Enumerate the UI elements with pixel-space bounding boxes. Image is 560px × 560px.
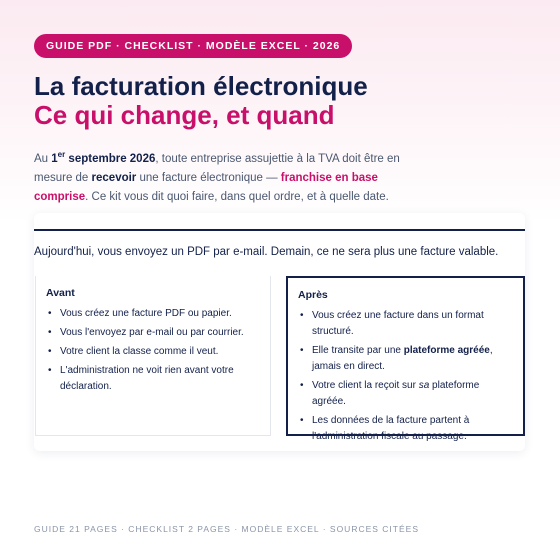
intro-text-3: une facture électronique — xyxy=(136,171,281,184)
comparison-card xyxy=(34,213,525,451)
after-item-3-italic: sa xyxy=(418,380,430,391)
after-item-3-end: plateforme agréée. xyxy=(312,380,480,407)
footer-summary: GUIDE 21 PAGES · CHECKLIST 2 PAGES · MODÈLE EXCEL · SOURCES CITÉES xyxy=(34,524,419,534)
title-line-1: La facturation électronique xyxy=(34,71,368,101)
before-item: • Vous créez une facture PDF ou papier. xyxy=(46,306,260,322)
intro-paragraph xyxy=(34,145,404,207)
after-item-2-text: Elle transite par une xyxy=(312,345,404,356)
after-column xyxy=(286,276,525,442)
after-heading: Après xyxy=(298,289,328,301)
after-item: • Les données de la facture partent à l'administration fiscale au passage. xyxy=(298,413,513,445)
before-heading: Avant xyxy=(46,287,75,299)
before-column xyxy=(35,276,271,436)
intro-receive: recevoir xyxy=(91,171,137,184)
intro-franchise: franchise en base comprise xyxy=(34,171,378,203)
after-item xyxy=(298,343,513,375)
intro-text-1: Au xyxy=(34,152,52,165)
before-list xyxy=(46,306,260,395)
page-title xyxy=(34,72,368,130)
title-line-2: Ce qui change, et quand xyxy=(34,100,335,130)
intro-text-2: , toute entreprise assujettie à la TVA doit être en mesure de xyxy=(34,152,400,184)
before-item: • L'administration ne voit rien avant votre déclaration. xyxy=(46,363,260,395)
after-item xyxy=(298,378,513,410)
before-item: • Votre client la classe comme il veut. xyxy=(46,344,260,360)
card-divider xyxy=(34,229,525,231)
intro-date-suffix: er xyxy=(57,150,66,159)
header-badge: GUIDE PDF · CHECKLIST · MODÈLE EXCEL · 2026 xyxy=(34,34,352,58)
before-item: • Vous l'envoyez par e-mail ou par courrier. xyxy=(46,325,260,341)
intro-date xyxy=(51,150,156,165)
after-item-2-end: , jamais en direct. xyxy=(312,345,493,372)
intro-date-day: 1 xyxy=(51,152,58,165)
after-item: • Vous créez une facture dans un format structuré. xyxy=(298,308,513,340)
intro-text-4: . Ce kit vous dit quoi faire, dans quel ordre, et à quelle date. xyxy=(85,190,389,203)
intro-date-rest: septembre 2026 xyxy=(65,152,156,165)
card-lead-text: Aujourd'hui, vous envoyez un PDF par e-mail. Demain, ce ne sera plus une facture valable. xyxy=(34,246,499,258)
after-item-2-bold: plateforme agréée xyxy=(403,345,490,356)
after-list xyxy=(298,308,513,445)
after-item-3-text: Votre client la reçoit sur xyxy=(312,380,419,391)
